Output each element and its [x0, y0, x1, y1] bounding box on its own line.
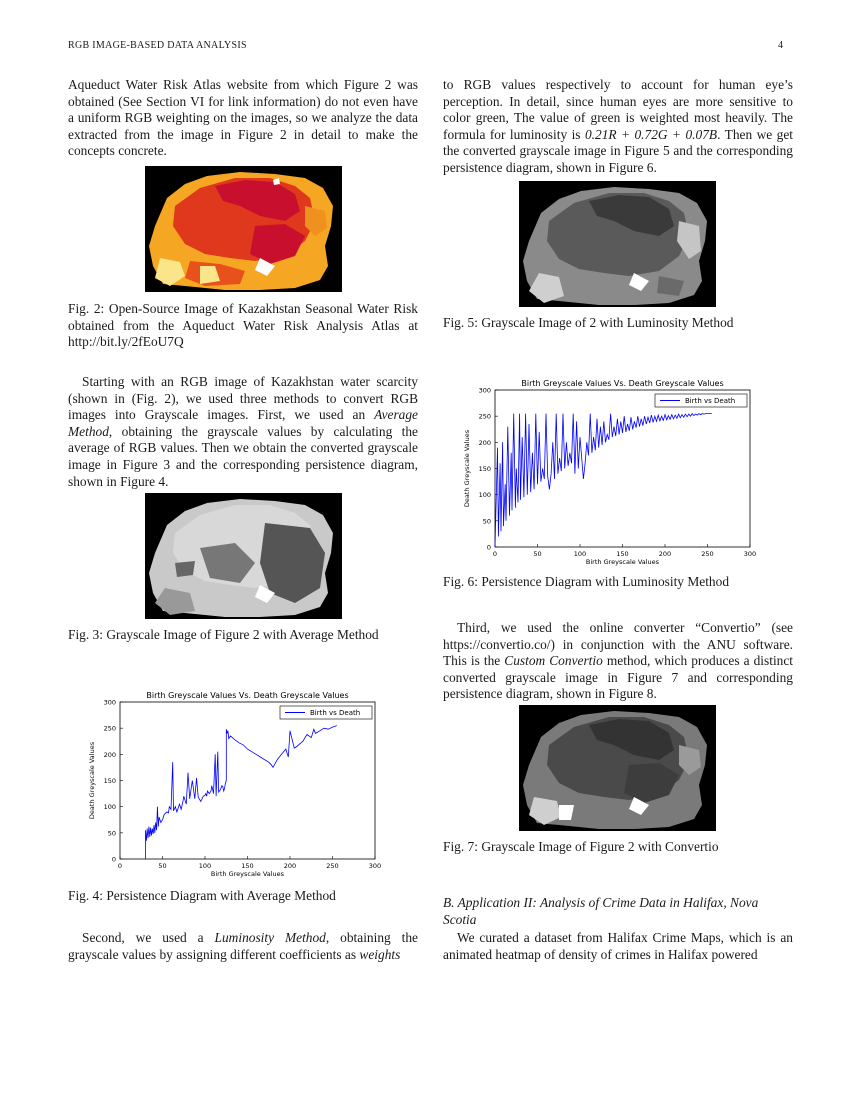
figure-3-image [145, 493, 342, 624]
figure-4-caption-text: Fig. 4: Persistence Diagram with Average Method [68, 888, 336, 903]
figure-3-caption [68, 627, 418, 644]
series-line-birth-vs-death [146, 726, 337, 859]
figure-7-image [519, 705, 716, 836]
y-tick-label: 300 [478, 386, 491, 395]
figure-6-caption [443, 574, 793, 591]
y-tick-label: 250 [103, 724, 116, 733]
x-tick-label: 200 [283, 862, 297, 870]
left-paragraph-2-part-a: Starting with an RGB image of Kazakhstan water scarcity (shown in (Fig. 2), we used three methods to convert RGB images into Grayscale images. First, we used an [68, 374, 418, 423]
left-paragraph-3-part-b: , obtaining the grayscale values by assigning different coefficients as [68, 930, 418, 962]
y-tick-label: 100 [478, 491, 491, 500]
kazakhstan-water-risk-map [145, 166, 342, 292]
left-column-top [68, 77, 418, 160]
x-tick-label: 150 [241, 862, 254, 870]
x-tick-label: 50 [158, 862, 167, 870]
x-tick-label: 200 [658, 550, 672, 558]
x-tick-label: 100 [573, 550, 587, 558]
y-axis-label: Death Greyscale Values [463, 429, 471, 508]
figure-5-caption [443, 315, 793, 332]
x-tick-label: 250 [701, 550, 714, 558]
x-tick-label: 0 [492, 550, 498, 558]
figure-2-caption-text: Fig. 2: Open-Source Image of Kazakhstan Seasonal Water Risk obtained from the Aqueduct Water Risk Analysis Atlas at http://bit.ly/2fEoU7Q [68, 301, 418, 350]
x-tick-label: 50 [533, 550, 542, 558]
y-tick-label: 50 [107, 829, 116, 838]
x-tick-label: 250 [326, 862, 339, 870]
legend-label: Birth vs Death [310, 709, 361, 717]
y-tick-label: 0 [111, 855, 116, 864]
right-paragraph-3-text: We curated a dataset from Halifax Crime Maps, which is an animated heatmap of density of crimes in Halifax powered [443, 930, 793, 962]
figure-4-caption [68, 888, 418, 905]
grayscale-luminosity-map [519, 181, 716, 307]
chart-title: Birth Greyscale Values Vs. Death Greyscale Values [146, 691, 349, 700]
right-paragraph-3 [443, 930, 793, 963]
grayscale-convertio-map [519, 705, 716, 831]
figure-7-caption [443, 839, 793, 856]
luminosity-formula: 0.21R + 0.72G + 0.07B [584, 126, 718, 142]
page-number: 4 [778, 40, 783, 51]
figure-6-caption-text: Fig. 6: Persistence Diagram with Luminosity Method [443, 574, 730, 589]
y-axis-label: Death Greyscale Values [88, 741, 96, 820]
left-paragraph-3 [68, 930, 418, 963]
figure-5-image [519, 181, 716, 312]
y-tick-label: 150 [478, 465, 491, 473]
x-tick-label: 150 [616, 550, 629, 558]
left-paragraph-1: Aqueduct Water Risk Atlas website from which Figure 2 was obtained (See Section VI for link information) do not even have a uniform RGB weighting on the images, so we analyze the data extracted from the image in Figure 2 in detail to make the concepts concrete. [68, 77, 418, 159]
persistence-diagram-luminosity [460, 378, 760, 568]
figure-2-image [145, 166, 342, 297]
figure-3-caption-text: Fig. 3: Grayscale Image of Figure 2 with Average Method [68, 627, 379, 642]
y-tick-label: 300 [103, 698, 116, 707]
y-tick-label: 200 [103, 750, 116, 759]
legend-label: Birth vs Death [685, 397, 736, 405]
y-tick-label: 0 [486, 543, 491, 552]
y-tick-label: 250 [478, 412, 491, 421]
weights-term: weights [359, 946, 401, 962]
persistence-diagram-average [85, 690, 385, 880]
grayscale-average-map [145, 493, 342, 619]
y-tick-label: 50 [482, 517, 491, 526]
right-paragraph-2-part-a: Third, we used the online converter “Convertio” (see https://convertio.co/) in conjunction with the ANU software. This is the [443, 620, 793, 669]
figure-7-caption-text: Fig. 7: Grayscale Image of Figure 2 with Convertio [443, 839, 719, 854]
y-tick-label: 100 [103, 803, 116, 812]
chart-title: Birth Greyscale Values Vs. Death Greyscale Values [521, 379, 724, 388]
right-paragraph-2-part-b: method, which produces a distinct converted grayscale image in Figure 7 and corresponding persistence diagram, shown in Figure 8. [443, 653, 794, 702]
x-tick-label: 300 [368, 862, 382, 870]
x-axis-label: Birth Greyscale Values [585, 558, 660, 566]
y-tick-label: 200 [478, 438, 491, 447]
x-axis-label: Birth Greyscale Values [210, 870, 285, 878]
section-heading-b [443, 895, 793, 928]
figure-6-chart [460, 378, 760, 573]
right-paragraph-1-part-b: . Then we get the converted grayscale image in Figure 5 and the corresponding persistence diagram, shown in Figure 6. [443, 126, 793, 175]
average-method-term: Average Method [68, 407, 418, 439]
x-tick-label: 100 [198, 862, 212, 870]
figure-4-chart [85, 690, 385, 885]
left-paragraph-2 [68, 374, 418, 490]
left-paragraph-3-part-a: Second, we used a [82, 930, 215, 945]
y-tick-label: 150 [103, 777, 116, 785]
x-tick-label: 0 [117, 862, 123, 870]
x-tick-label: 300 [743, 550, 757, 558]
right-paragraph-1-part-a: to RGB values respectively to account for human eye’s perception. In detail, since human eyes are more sensitive to color green, The value of green is weighted most heavily. The formula for luminosity is [443, 77, 793, 142]
right-paragraph-1 [443, 77, 793, 177]
figure-2-caption [68, 301, 418, 351]
series-line-birth-vs-death [495, 414, 712, 547]
running-header: RGB IMAGE-BASED DATA ANALYSIS [68, 40, 247, 51]
custom-convertio-term: Custom Convertio [504, 653, 603, 669]
left-paragraph-2-part-b: , obtaining the grayscale values by calculating the average of RGB values. Then we obtain the converted grayscale image in Figure 3 and the corresponding persistence diagram, shown in Figure 4. [68, 423, 418, 489]
figure-5-caption-text: Fig. 5: Grayscale Image of 2 with Luminosity Method [443, 315, 734, 330]
luminosity-method-term: Luminosity Method [214, 930, 326, 945]
right-paragraph-2 [443, 620, 793, 703]
section-heading-text: B. Application II: Analysis of Crime Data in Halifax, Nova Scotia [443, 895, 759, 927]
